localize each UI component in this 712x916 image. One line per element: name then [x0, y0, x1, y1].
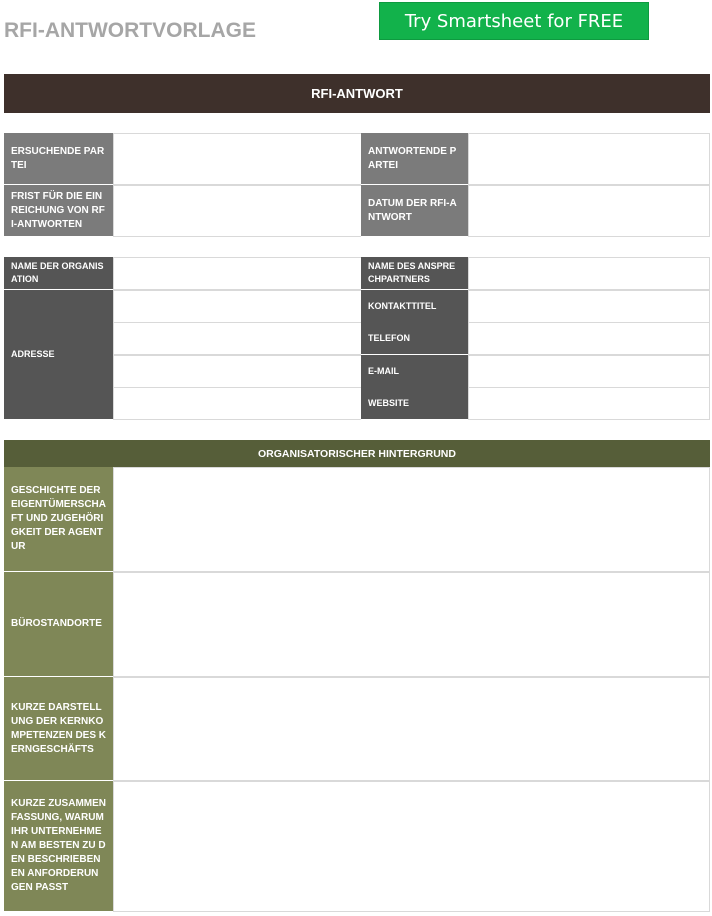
website-field[interactable] [468, 387, 710, 420]
responding-party-label: ANTWORTENDE PARTEI [361, 133, 469, 185]
email-field[interactable] [468, 355, 710, 388]
core-competencies-label: KURZE DARSTELLUNG DER KERNKOMPETENZEN DES KERNGESCHÄFTS [4, 677, 114, 781]
ownership-history-label: GESCHICHTE DER EIGENTÜMERSCHAFT UND ZUGEHÖRIGKEIT DER AGENTUR [4, 467, 114, 572]
org-name-field[interactable] [113, 257, 362, 290]
try-smartsheet-button[interactable]: Try Smartsheet for FREE [379, 2, 649, 40]
rfi-response-banner: RFI-ANTWORT [4, 74, 710, 113]
requesting-party-label: ERSUCHENDE PARTEI [4, 133, 114, 185]
email-label: E-MAIL [361, 355, 469, 388]
phone-label: TELEFON [361, 322, 469, 355]
why-best-fit-field[interactable] [113, 781, 710, 912]
responding-party-field[interactable] [468, 133, 710, 185]
office-locations-label: BÜROSTANDORTE [4, 572, 114, 677]
why-best-fit-label: KURZE ZUSAMMENFASSUNG, WARUM IHR UNTERNEHMEN AM BESTEN ZU DEN BESCHRIEBENEN ANFORDERUNGEN PASST [4, 781, 114, 912]
address-label: ADRESSE [4, 290, 114, 420]
requesting-party-field[interactable] [113, 133, 362, 185]
submission-deadline-field[interactable] [113, 185, 362, 237]
submission-deadline-label: FRIST FÜR DIE EINREICHUNG VON RFI-ANTWORTEN [4, 185, 114, 237]
address-line-1-field[interactable] [113, 290, 362, 323]
office-locations-field[interactable] [113, 572, 710, 677]
document-title: RFI-ANTWORTVORLAGE [4, 19, 256, 42]
org-name-label: NAME DER ORGANISATION [4, 257, 114, 290]
rfi-response-date-field[interactable] [468, 185, 710, 237]
org-background-banner: ORGANISATORISCHER HINTERGRUND [4, 440, 710, 467]
address-line-2-field[interactable] [113, 322, 362, 355]
contact-name-label: NAME DES ANSPRECHPARTNERS [361, 257, 469, 290]
core-competencies-field[interactable] [113, 677, 710, 781]
contact-title-field[interactable] [468, 290, 710, 323]
address-line-4-field[interactable] [113, 387, 362, 420]
rfi-response-date-label: DATUM DER RFI-ANTWORT [361, 185, 469, 237]
ownership-history-field[interactable] [113, 467, 710, 572]
contact-title-label: KONTAKTTITEL [361, 290, 469, 323]
contact-name-field[interactable] [468, 257, 710, 290]
address-line-3-field[interactable] [113, 355, 362, 388]
website-label: WEBSITE [361, 387, 469, 420]
phone-field[interactable] [468, 322, 710, 355]
